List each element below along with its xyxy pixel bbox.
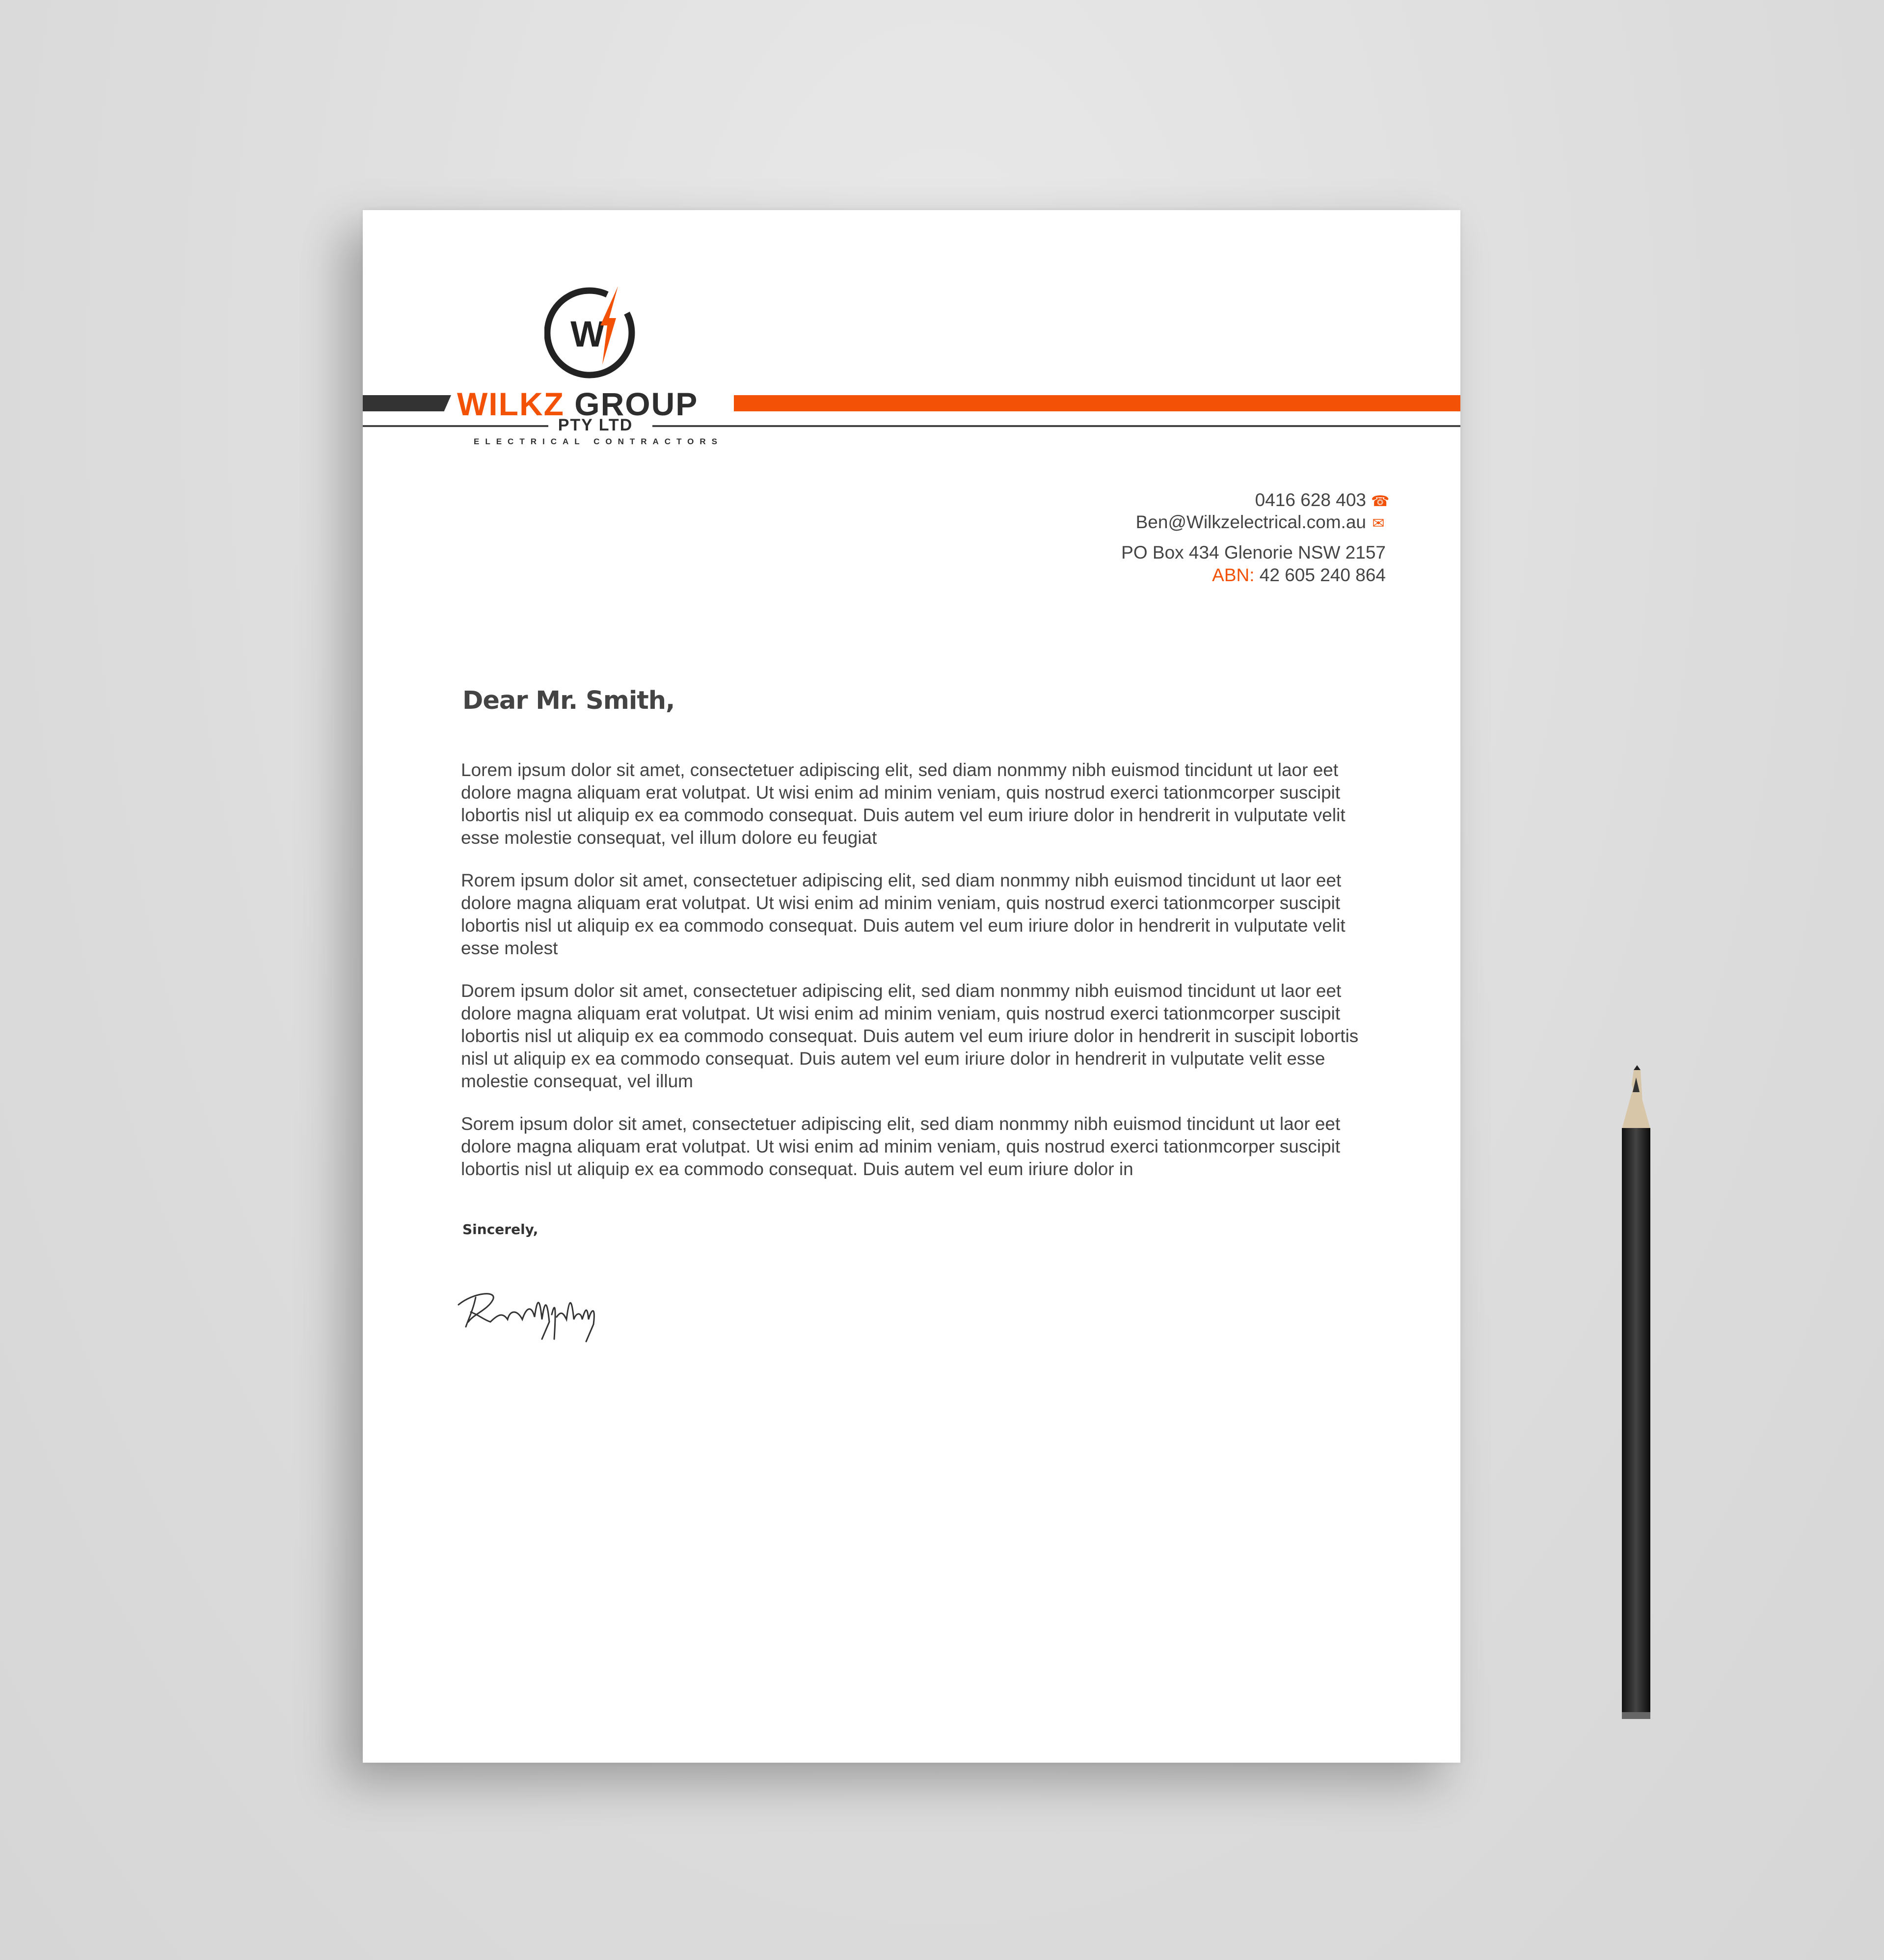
letter-greeting: Dear Mr. Smith, [462, 686, 675, 715]
company-tagline: ELECTRICAL CONTRACTORS [474, 437, 723, 446]
abn-value: 42 605 240 864 [1259, 565, 1386, 585]
letterhead-paper [363, 210, 1460, 1763]
pencil-icon [1620, 1065, 1654, 1723]
signature-image [454, 1285, 601, 1344]
header-orange-bar [734, 395, 1460, 411]
letter-closing: Sincerely, [462, 1221, 538, 1237]
company-logo-icon [544, 284, 643, 382]
header-dark-bar [363, 395, 451, 411]
letter-body [461, 759, 1364, 1201]
abn-label: ABN: [1212, 565, 1255, 585]
header-rule-right [652, 425, 1460, 427]
contact-email [1136, 512, 1386, 533]
company-name-part1: WILKZ [457, 386, 565, 422]
paragraph: Rorem ipsum dolor sit amet, consectetuer adipiscing elit, sed diam nonmmy nibh euismod tincidunt ut laor eet dolore magna aliquam erat volutpat. Ut wisi enim ad minim veniam, quis nostrud exerci tationmcorper suscipit lobortis nisl ut aliquip ex ea commodo consequat. Duis autem vel eum iriure dolor in hendrerit in vulputate velit esse molest [461, 870, 1346, 958]
contact-phone [1255, 490, 1390, 510]
paragraph: Sorem ipsum dolor sit amet, consectetuer adipiscing elit, sed diam nonmmy nibh euismod tincidunt ut laor eet dolore magna aliquam erat volutpat. Ut wisi enim ad minim veniam, quis nostrud exerci tationmcorper suscipit lobortis nisl ut aliquip ex ea commodo consequat. Duis autem vel eum iriure dolor in [461, 1114, 1341, 1179]
contact-abn [1212, 565, 1386, 586]
svg-text:W: W [570, 314, 605, 354]
phone-text: 0416 628 403 [1255, 490, 1366, 510]
header-rule-left [363, 425, 548, 427]
company-name-part2: GROUP [574, 386, 699, 422]
phone-icon: ☎ [1371, 493, 1390, 510]
email-text: Ben@Wilkzelectrical.com.au [1135, 512, 1366, 532]
envelope-icon: ✉ [1372, 515, 1385, 532]
paragraph: Lorem ipsum dolor sit amet, consectetuer adipiscing elit, sed diam nonmmy nibh euismod tincidunt ut laor eet dolore magna aliquam erat volutpat. Ut wisi enim ad minim veniam, quis nostrud exerci tationmcorper suscipit lobortis nisl ut aliquip ex ea commodo consequat. Duis autem vel eum iriure dolor in hendrerit in vulputate velit esse molestie consequat, vel illum dolore eu feugiat [461, 760, 1346, 848]
contact-address: PO Box 434 Glenorie NSW 2157 [1121, 542, 1386, 563]
company-suffix: PTY LTD [558, 416, 633, 434]
paragraph: Dorem ipsum dolor sit amet, consectetuer adipiscing elit, sed diam nonmmy nibh euismod tincidunt ut laor eet dolore magna aliquam erat volutpat. Ut wisi enim ad minim veniam, quis nostrud exerci tationmcorper suscipit lobortis nisl ut aliquip ex ea commodo consequat. Duis autem vel eum iriure dolor in hendrerit in suscipit lobortis nisl ut aliquip ex ea commodo consequat. Duis autem vel eum iriure dolor in hendrerit in vulputate velit esse molestie consequat, vel illum [461, 981, 1359, 1091]
